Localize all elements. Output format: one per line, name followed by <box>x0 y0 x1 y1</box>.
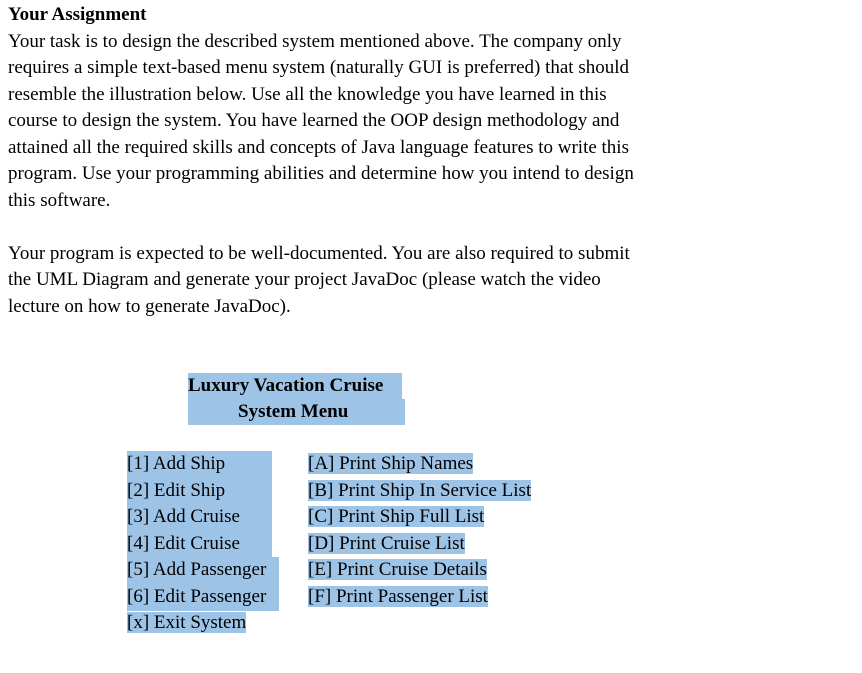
paragraph-line: Your program is expected to be well-documented. You are also required to submit <box>8 242 630 264</box>
paragraph-line: attained all the required skills and concepts of Java language features to write this <box>8 136 629 158</box>
menu-item-print-ship-full-list: [C] Print Ship Full List <box>308 506 485 527</box>
menu-item-add-ship: [1] Add Ship <box>127 451 272 478</box>
section-heading: Your Assignment <box>8 4 147 25</box>
paragraph-line: this software. <box>8 189 111 211</box>
paragraph-line: resemble the illustration below. Use all the knowledge you have learned in this <box>8 83 607 105</box>
paragraph-line: course to design the system. You have learned the OOP design methodology and <box>8 110 620 131</box>
menu-item-print-passenger-list: [F] Print Passenger List <box>308 586 488 607</box>
paragraph-line: program. Use your programming abilities and determine how you intend to design <box>8 163 634 184</box>
menu-title <box>188 373 402 399</box>
paragraph-line: Your task is to design the described system mentioned above. The company only <box>8 30 622 52</box>
paragraph-line: the UML Diagram and generate your project JavaDoc (please watch the video <box>8 269 601 290</box>
paragraph-spacer <box>8 214 698 241</box>
menu-item-add-cruise: [3] Add Cruise <box>127 504 272 531</box>
menu-title-line2: System Menu <box>188 399 405 425</box>
paragraph-line: requires a simple text-based menu system (naturally GUI is preferred) that should <box>8 57 630 78</box>
paragraph-documentation <box>8 241 698 321</box>
menu-item-print-ship-in-service: [B] Print Ship In Service List <box>308 480 532 501</box>
paragraph-task <box>8 29 698 215</box>
menu-item-print-cruise-details: [E] Print Cruise Details <box>308 559 487 580</box>
menu-item-edit-ship: [2] Edit Ship <box>127 478 272 505</box>
menu-title-line1: Luxury Vacation Cruise <box>188 373 402 399</box>
paragraph-line: lecture on how to generate JavaDoc). <box>8 295 291 317</box>
menu-subtitle <box>188 399 405 425</box>
assignment-section <box>8 2 698 320</box>
menu-item-edit-cruise: [4] Edit Cruise <box>127 531 272 558</box>
menu-item-edit-passenger: [6] Edit Passenger <box>127 584 279 611</box>
menu-item-print-cruise-list: [D] Print Cruise List <box>308 533 465 554</box>
menu-item-exit-system: [x] Exit System <box>127 612 247 633</box>
menu-item-add-passenger: [5] Add Passenger <box>127 557 279 584</box>
menu-item-print-ship-names: [A] Print Ship Names <box>308 453 474 474</box>
